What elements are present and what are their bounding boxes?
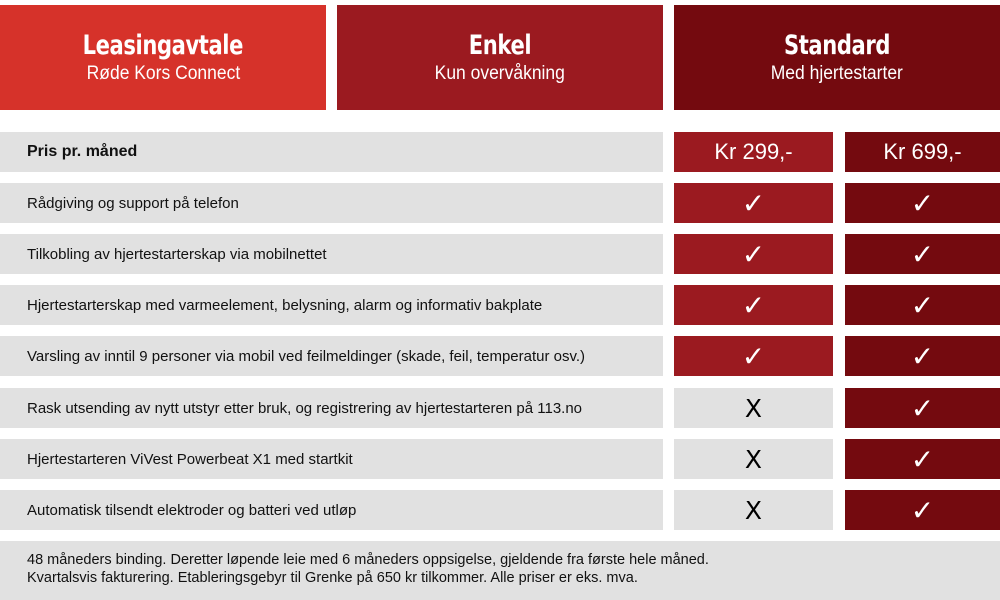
header-subtitle: Røde Kors Connect	[86, 63, 240, 85]
header-standard	[674, 5, 1000, 110]
price-standard: Kr 699,-	[845, 132, 1000, 172]
feature-label: Automatisk tilsendt elektroder og batteri ved utløp	[0, 490, 663, 530]
enkel-cross-icon: X	[674, 388, 833, 428]
feature-row	[0, 439, 1000, 479]
footer-note	[0, 541, 1000, 600]
price-enkel: Kr 299,-	[674, 132, 833, 172]
feature-row	[0, 234, 1000, 274]
feature-label: Hjertestarteren ViVest Powerbeat X1 med startkit	[0, 439, 663, 479]
enkel-check-icon: ✓	[674, 285, 833, 325]
header-subtitle: Med hjertestarter	[770, 63, 904, 85]
enkel-cross-icon: X	[674, 439, 833, 479]
footer-line-2: Kvartalsvis fakturering. Etableringsgebyr til Grenke på 650 kr tilkommer. Alle priser er eks. mva.	[27, 570, 638, 586]
standard-check-icon: ✓	[845, 285, 1000, 325]
feature-row	[0, 490, 1000, 530]
header-leasingavtale	[0, 5, 326, 110]
standard-check-icon: ✓	[845, 336, 1000, 376]
standard-check-icon: ✓	[845, 439, 1000, 479]
enkel-cross-icon: X	[674, 490, 833, 530]
header-title: Standard	[783, 29, 891, 61]
feature-label: Rask utsending av nytt utstyr etter bruk, og registrering av hjertestarteren på 113.no	[0, 388, 663, 428]
feature-label: Varsling av inntil 9 personer via mobil ved feilmeldinger (skade, feil, temperatur osv.)	[0, 336, 663, 376]
header-enkel	[337, 5, 663, 110]
feature-row	[0, 183, 1000, 223]
feature-row	[0, 388, 1000, 428]
standard-check-icon: ✓	[845, 388, 1000, 428]
feature-label: Rådgiving og support på telefon	[0, 183, 663, 223]
standard-check-icon: ✓	[845, 183, 1000, 223]
header-subtitle: Kun overvåkning	[434, 63, 566, 85]
standard-check-icon: ✓	[845, 490, 1000, 530]
price-row	[0, 132, 1000, 172]
enkel-check-icon: ✓	[674, 183, 833, 223]
header-title: Leasingavtale	[82, 29, 244, 61]
standard-check-icon: ✓	[845, 234, 1000, 274]
feature-label: Hjertestarterskap med varmeelement, belysning, alarm og informativ bakplate	[0, 285, 663, 325]
enkel-check-icon: ✓	[674, 336, 833, 376]
header-title: Enkel	[468, 29, 532, 61]
feature-row	[0, 285, 1000, 325]
footer-line-1: 48 måneders binding. Deretter løpende leie med 6 måneders oppsigelse, gjeldende fra første hele måned.	[27, 552, 709, 568]
feature-row	[0, 336, 1000, 376]
feature-label: Tilkobling av hjertestarterskap via mobilnettet	[0, 234, 663, 274]
price-label: Pris pr. måned	[0, 132, 663, 172]
enkel-check-icon: ✓	[674, 234, 833, 274]
